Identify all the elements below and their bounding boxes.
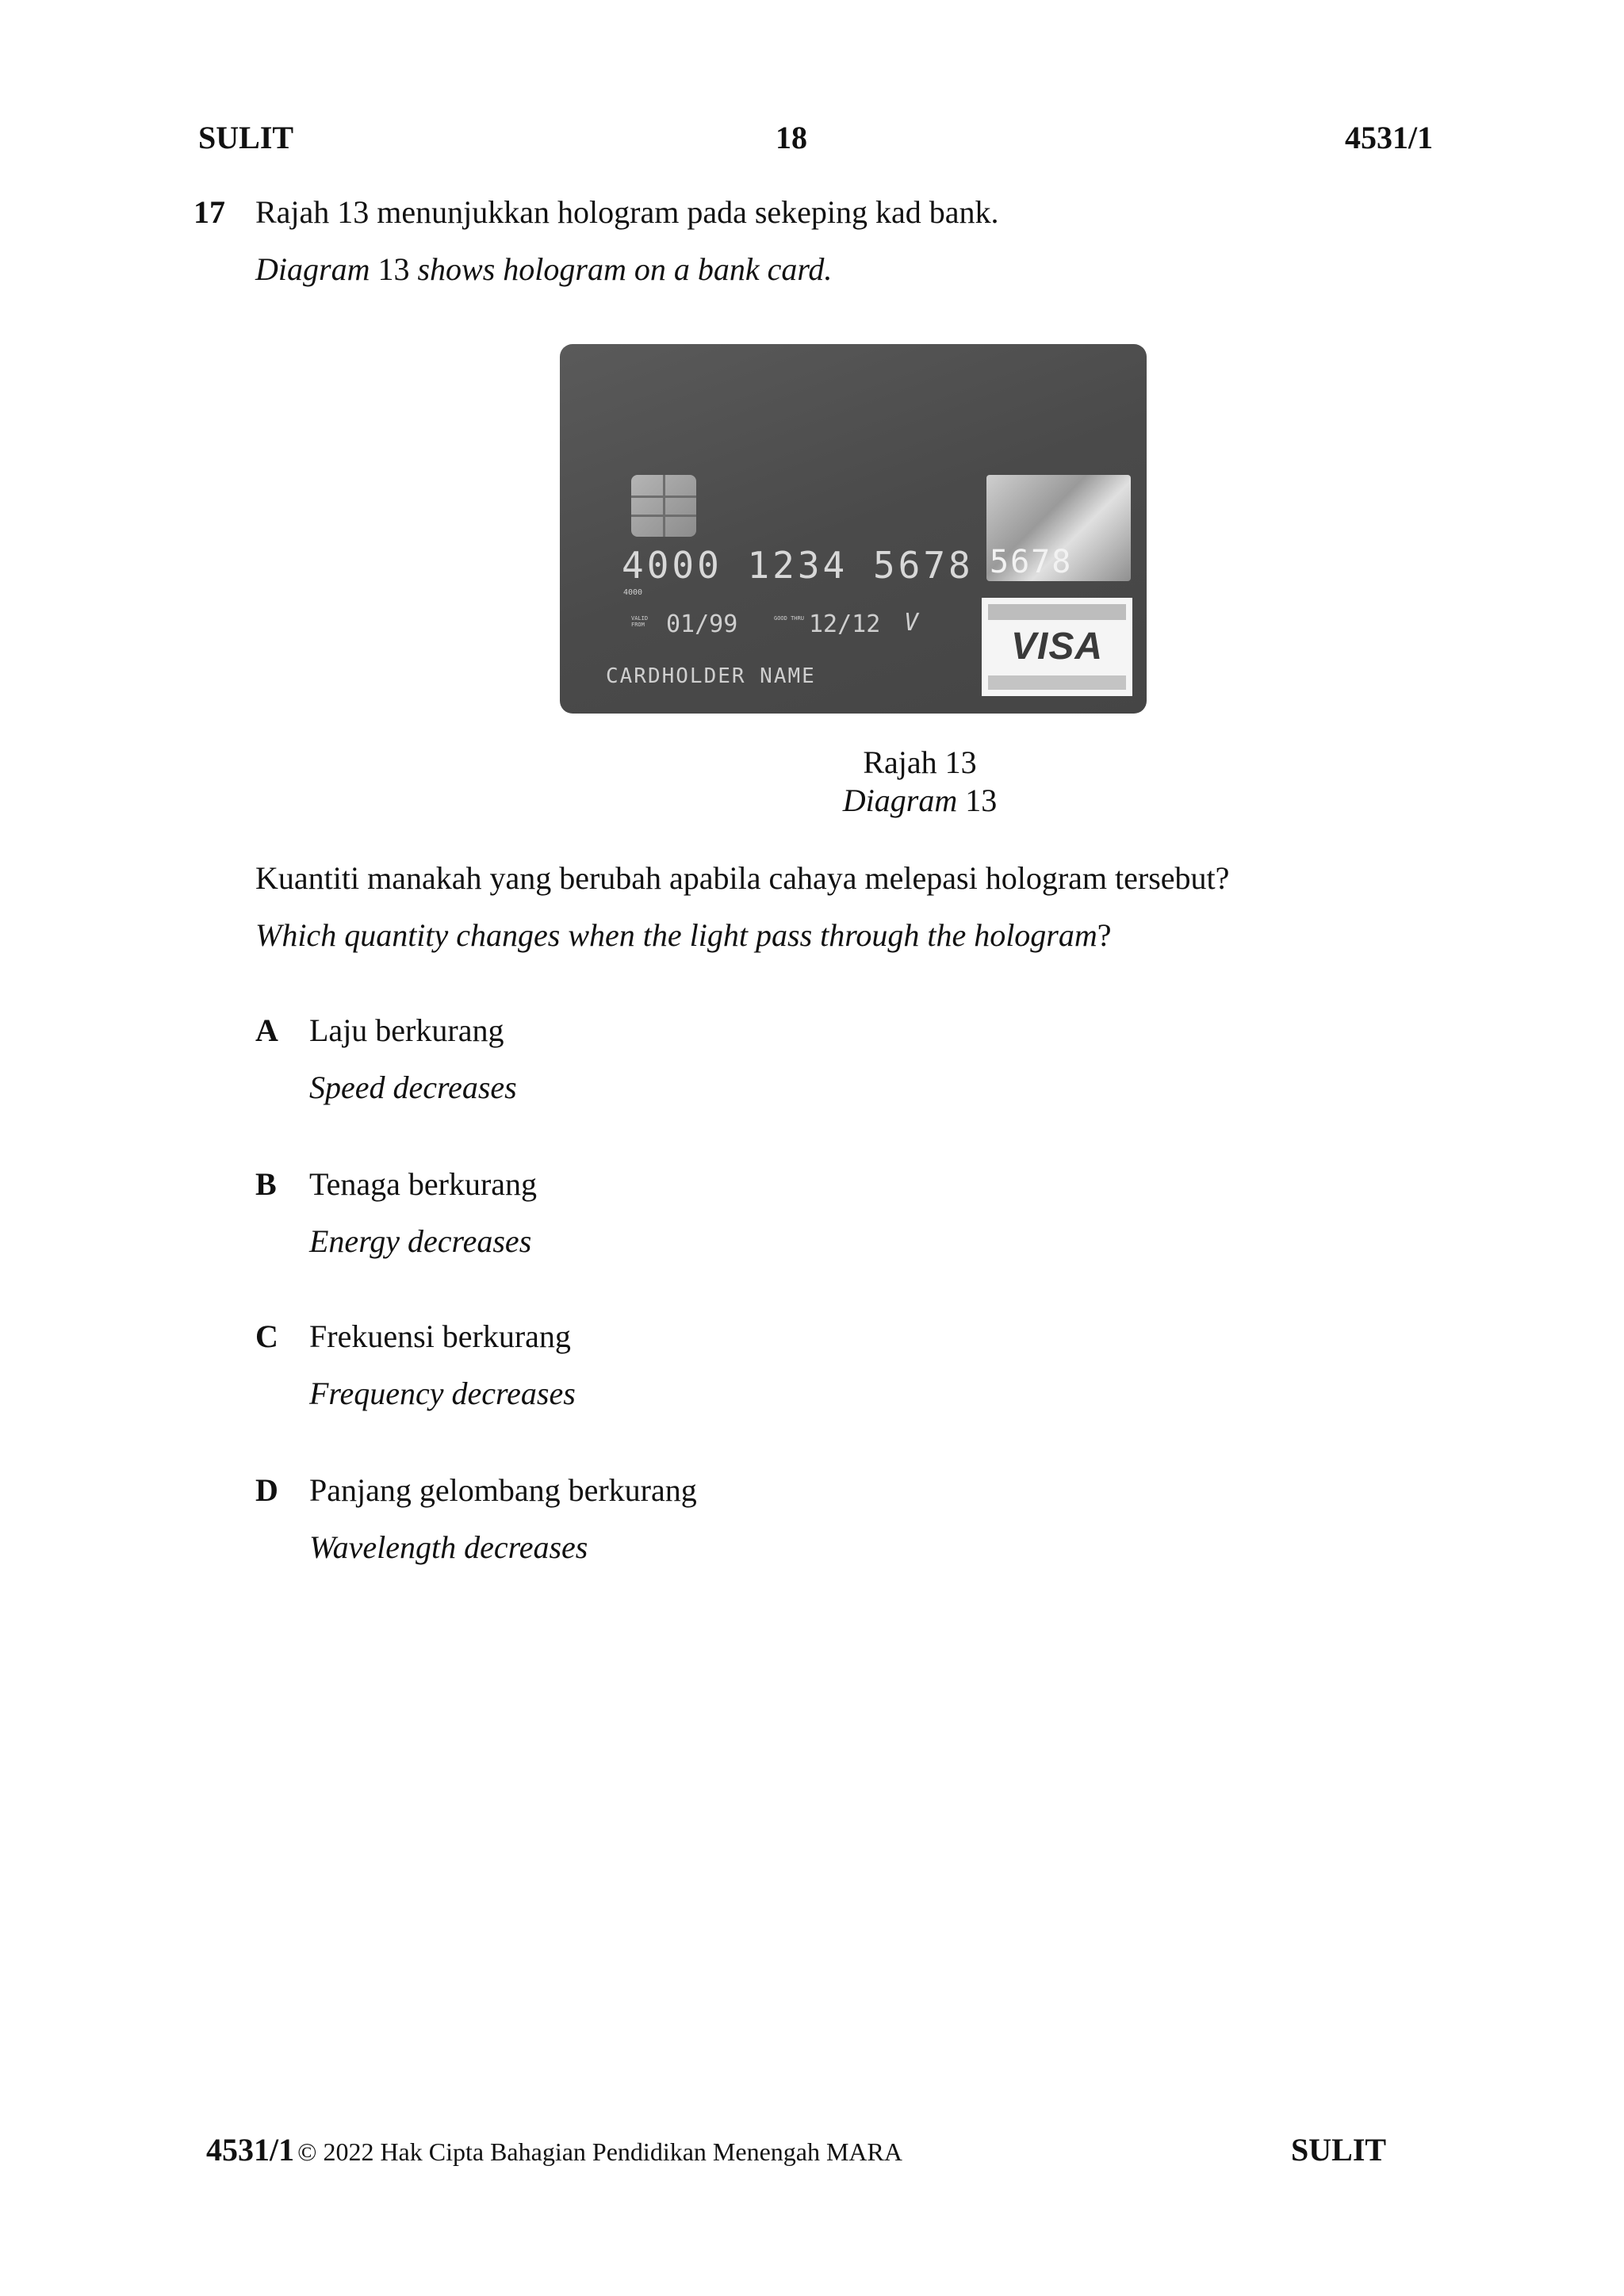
question-number: 17 — [193, 194, 225, 230]
prompt-en-plain: ? — [1097, 917, 1112, 953]
footer-paper-code: 4531/1 — [206, 2132, 295, 2168]
option-letter: A — [255, 1012, 278, 1048]
valid-from-date: 01/99 — [666, 610, 738, 638]
question-stem-ms: Rajah 13 menunjukkan hologram pada sekeping kad bank. — [255, 194, 999, 230]
option-text-ms: Tenaga berkurang — [309, 1166, 538, 1202]
header-paper-code: 4531/1 — [1345, 120, 1434, 155]
footer-left — [206, 2131, 902, 2168]
good-thru-label: GOOD THRU — [774, 615, 804, 622]
cardholder-name: CARDHOLDER NAME — [606, 664, 816, 688]
option-text-ms: Panjang gelombang berkurang — [309, 1472, 697, 1508]
option-letter: D — [255, 1472, 278, 1508]
prompt-en-italic: Which quantity changes when the light pass through the hologram — [255, 917, 1097, 953]
card-small-code: 4000 — [623, 588, 643, 597]
valid-from-label: VALID FROM — [631, 615, 649, 628]
question-stem-en — [255, 251, 832, 288]
caption-en-plain: 13 — [957, 783, 998, 818]
footer-copyright: © 2022 Hak Cipta Bahagian Pendidikan Menengah MARA — [297, 2137, 902, 2166]
option-letter: C — [255, 1318, 278, 1354]
card-v-mark: V — [904, 609, 919, 637]
footer-classification: SULIT — [1291, 2132, 1387, 2168]
good-thru-date: 12/12 — [809, 610, 881, 638]
question-prompt-ms: Kuantiti manakah yang berubah apabila cahaya melepasi hologram tersebut? — [255, 860, 1230, 896]
header-classification: SULIT — [198, 120, 294, 155]
bank-card-figure — [560, 344, 1147, 714]
option-text-en: Wavelength decreases — [309, 1529, 588, 1565]
hologram-text: 5678 — [990, 544, 1073, 580]
visa-logo — [982, 598, 1132, 696]
hologram — [986, 475, 1131, 581]
option-text-en: Speed decreases — [309, 1070, 517, 1105]
figure-caption-ms: Rajah 13 — [863, 744, 977, 780]
option-text-en: Energy decreases — [309, 1223, 532, 1259]
stem-en-italic-1: Diagram — [255, 251, 370, 287]
option-text-en: Frequency decreases — [309, 1376, 576, 1411]
visa-brand-text: VISA — [1010, 626, 1104, 668]
figure-caption-en — [761, 782, 1078, 819]
page-number: 18 — [776, 120, 807, 155]
chip-icon — [631, 475, 696, 537]
card-number: 4000 1234 5678 — [622, 544, 974, 587]
stem-en-italic-2: shows hologram on a bank card. — [417, 251, 833, 287]
stem-en-plain: 13 — [370, 251, 418, 287]
question-prompt-en — [255, 916, 1112, 954]
option-text-ms: Frekuensi berkurang — [309, 1318, 571, 1354]
option-letter: B — [255, 1166, 277, 1202]
option-text-ms: Laju berkurang — [309, 1012, 504, 1048]
caption-en-italic: Diagram — [842, 783, 958, 818]
